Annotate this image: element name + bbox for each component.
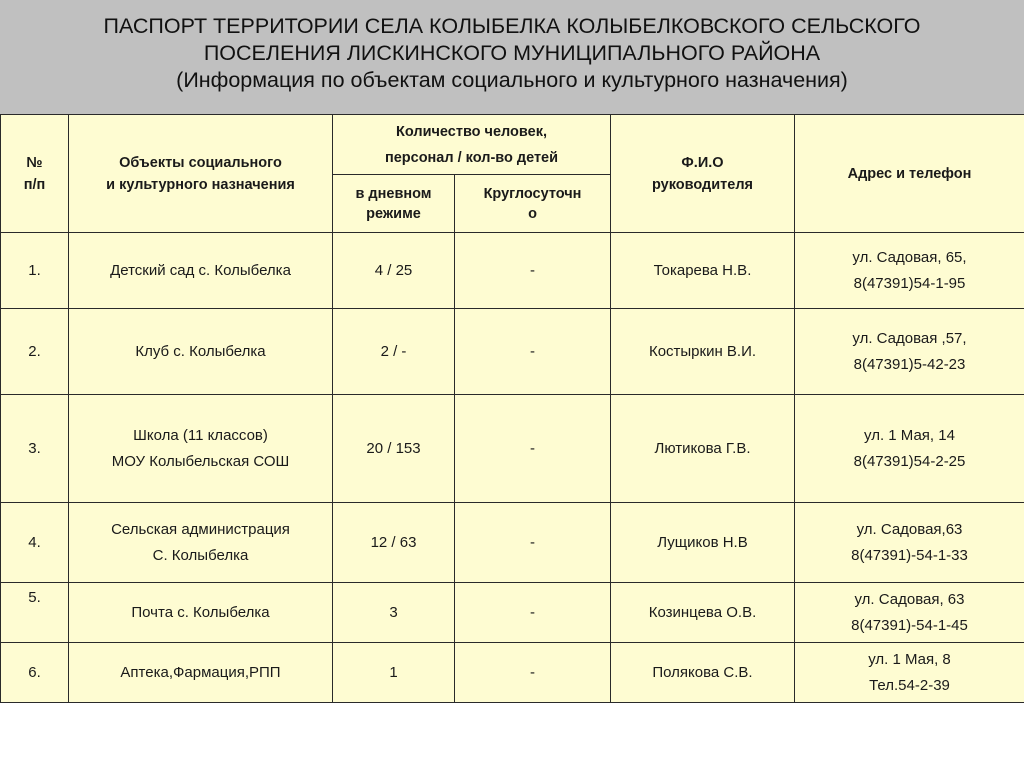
header-day: в дневном режиме: [333, 175, 455, 233]
row-object: Школа (11 классов) МОУ Колыбельская СОШ: [69, 395, 333, 503]
document-header: [0, 0, 1024, 114]
row-num: 2.: [1, 309, 69, 395]
table-row: [1, 309, 1024, 395]
table-row: [1, 583, 1024, 643]
row-head: Токарева Н.В.: [611, 233, 795, 309]
row-head: Костыркин В.И.: [611, 309, 795, 395]
title-line-1: ПАСПОРТ ТЕРРИТОРИИ СЕЛА КОЛЫБЕЛКА КОЛЫБЕЛКОВСКОГО СЕЛЬСКОГО: [103, 14, 921, 38]
row-object: Сельская администрация С. Колыбелка: [69, 503, 333, 583]
row-num: 4.: [1, 503, 69, 583]
row-round: -: [455, 583, 611, 643]
row-num: 5.: [1, 583, 69, 643]
title-line-2: ПОСЕЛЕНИЯ ЛИСКИНСКОГО МУНИЦИПАЛЬНОГО РАЙОНА: [203, 41, 821, 65]
row-address: ул. 1 Мая, 8 Тел.54-2-39: [795, 643, 1024, 703]
header-head: Ф.И.О руководителя: [611, 115, 795, 233]
passport-table: [0, 114, 1024, 703]
row-day: 20 / 153: [333, 395, 455, 503]
row-object: Клуб с. Колыбелка: [69, 309, 333, 395]
row-address: ул. Садовая, 65, 8(47391)54-1-95: [795, 233, 1024, 309]
table-row: [1, 233, 1024, 309]
row-day: 2 / -: [333, 309, 455, 395]
row-day: 4 / 25: [333, 233, 455, 309]
row-head: Козинцева О.В.: [611, 583, 795, 643]
row-round: -: [455, 233, 611, 309]
header-objects: Объекты социального и культурного назначения: [69, 115, 333, 233]
row-num: 3.: [1, 395, 69, 503]
row-object: Аптека,Фармация,РПП: [69, 643, 333, 703]
table-row: [1, 503, 1024, 583]
header-address: Адрес и телефон: [795, 115, 1024, 233]
row-head: Полякова С.В.: [611, 643, 795, 703]
row-round: -: [455, 309, 611, 395]
row-day: 3: [333, 583, 455, 643]
header-round: Круглосуточн о: [455, 175, 611, 233]
row-day: 1: [333, 643, 455, 703]
row-address: ул. Садовая,63 8(47391)-54-1-33: [795, 503, 1024, 583]
row-head: Лущиков Н.В: [611, 503, 795, 583]
row-head: Лютикова Г.В.: [611, 395, 795, 503]
row-object: Почта с. Колыбелка: [69, 583, 333, 643]
row-address: ул. Садовая, 63 8(47391)-54-1-45: [795, 583, 1024, 643]
row-round: -: [455, 503, 611, 583]
subtitle: (Информация по объектам социального и культурного назначения): [176, 68, 848, 92]
header-count: Количество человек, персонал / кол-во детей: [333, 115, 611, 175]
row-round: -: [455, 643, 611, 703]
row-object: Детский сад с. Колыбелка: [69, 233, 333, 309]
table-row: [1, 643, 1024, 703]
row-address: ул. 1 Мая, 14 8(47391)54-2-25: [795, 395, 1024, 503]
row-day: 12 / 63: [333, 503, 455, 583]
row-address: ул. Садовая ,57, 8(47391)5-42-23: [795, 309, 1024, 395]
row-num: 1.: [1, 233, 69, 309]
header-num: № п/п: [1, 115, 69, 233]
table-row: [1, 395, 1024, 503]
row-num: 6.: [1, 643, 69, 703]
row-round: -: [455, 395, 611, 503]
